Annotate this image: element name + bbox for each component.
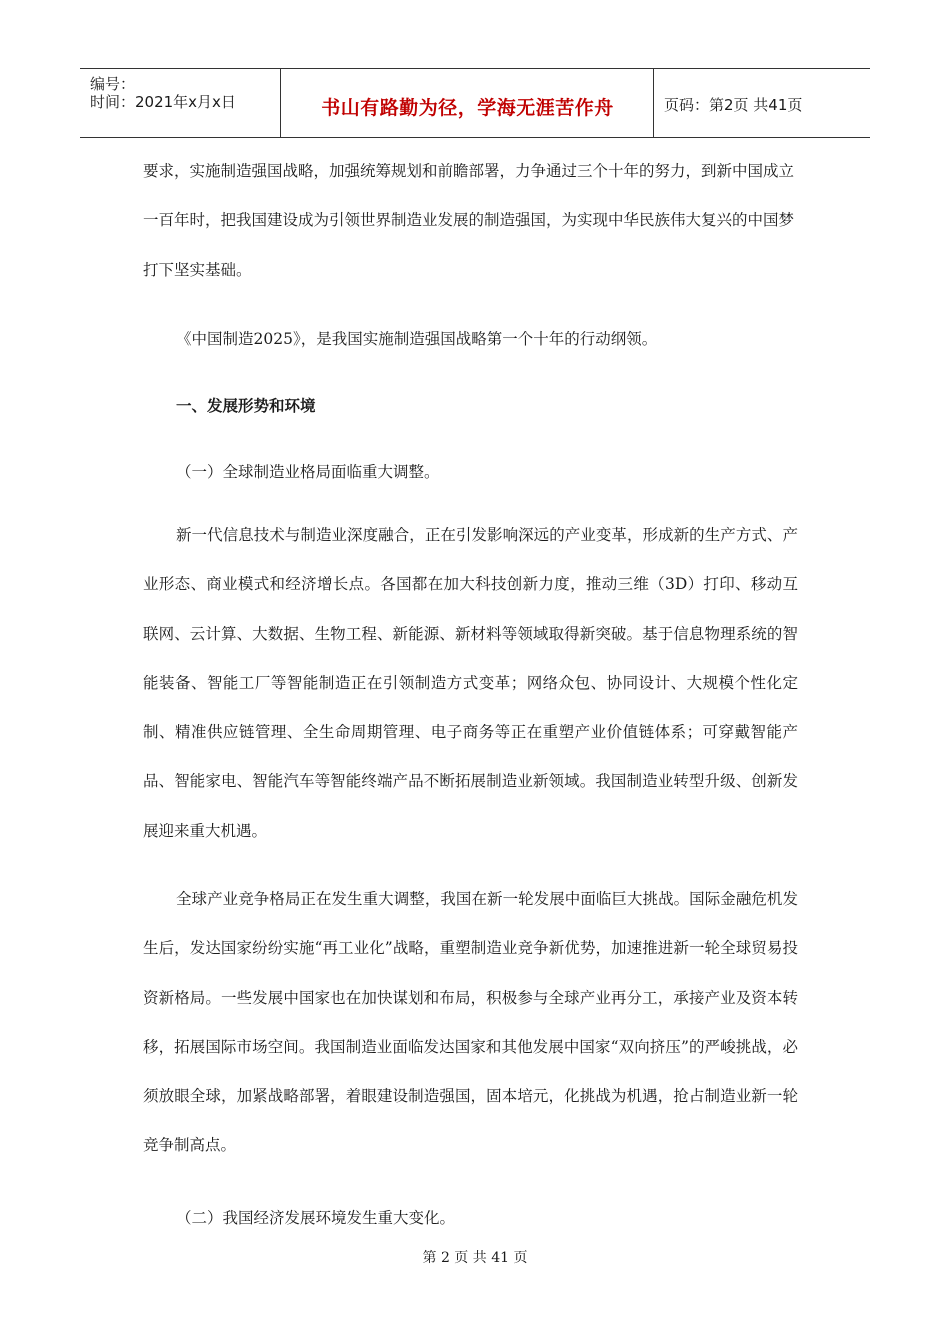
subsection-heading-2: （二）我国经济发展环境发生重大变化。	[176, 1209, 456, 1227]
page-footer: 第 2 页 共 41 页	[422, 1250, 528, 1266]
paragraph-b-block	[143, 875, 798, 1171]
intro-paragraph: 要求，实施制造强国战略，加强统筹规划和前瞻部署，力争通过三个十年的努力，到新中国成立一百年时，把我国建设成为引领世界制造业发展的制造强国，为实现中华民族伟大复兴的中国梦打下坚实基础。	[143, 162, 795, 279]
header-motto: 书山有路勤为径，学海无涯苦作舟	[321, 97, 614, 119]
header-page-info: 页码：第2页 共41页	[664, 96, 803, 114]
header-motto-cell	[281, 69, 654, 137]
section-heading-1: 一、发展形势和环境	[176, 397, 316, 415]
document-time: 时间：2021年x月x日	[90, 93, 236, 111]
document-number-label: 编号：	[90, 75, 136, 93]
paragraph-a-block	[143, 511, 798, 856]
header-meta-cell	[80, 69, 281, 137]
paragraph-competition: 全球产业竞争格局正在发生重大调整，我国在新一轮发展中面临巨大挑战。国际金融危机发生后，发达国家纷纷实施“再工业化”战略，重塑制造业竞争新优势，加速推进新一轮全球贸易投资新格局。一些发展中国家也在加快谋划和布局，积极参与全球产业再分工，承接产业及资本转移，拓展国际市场空间。我国制造业面临发达国家和其他发展中国家“双向挤压”的严峻挑战，必须放眼全球，加紧战略部署，着眼建设制造强国，固本培元，化挑战为机遇，抢占制造业新一轮竞争制高点。	[143, 890, 798, 1155]
subsection-heading-1: （一）全球制造业格局面临重大调整。	[176, 463, 440, 481]
paragraph-tech-integration: 新一代信息技术与制造业深度融合，正在引发影响深远的产业变革，形成新的生产方式、产业形态、商业模式和经济增长点。各国都在加大科技创新力度，推动三维（3D）打印、移动互联网、云计算、大数据、生物工程、新能源、新材料等领域取得新突破。基于信息物理系统的智能装备、智能工厂等智能制造正在引领制造方式变革；网络众包、协同设计、大规模个性化定制、精准供应链管理、全生命周期管理、电子商务等正在重塑产业价值链体系；可穿戴智能产品、智能家电、智能汽车等智能终端产品不断拓展制造业新领域。我国制造业转型升级、创新发展迎来重大机遇。	[143, 526, 798, 840]
page-header	[80, 68, 870, 138]
intro-paragraph-block	[143, 147, 798, 295]
plan-2025-paragraph: 《中国制造2025》，是我国实施制造强国战略第一个十年的行动纲领。	[176, 330, 658, 348]
header-page-cell	[654, 69, 870, 137]
